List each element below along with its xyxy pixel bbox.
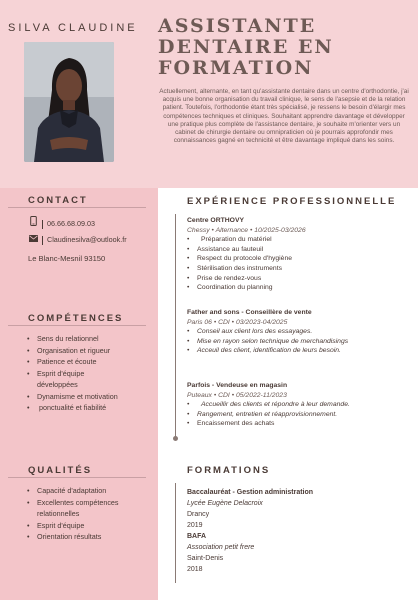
job-task: • Coordination du planning [187, 283, 412, 293]
competence-item-continuation: développées [37, 380, 78, 389]
competence-item: • ponctualité et fiabilité [27, 402, 155, 414]
job-task: • Respect du protocole d'hygiène [187, 254, 412, 264]
job-title-line-2: DENTAIRE EN [158, 36, 334, 58]
formations-timeline-line [175, 483, 176, 583]
competence-item: • Sens du relationnel [27, 333, 155, 345]
job-task: • Encaissement des achats [187, 419, 412, 429]
experience-title: EXPÉRIENCE PROFESSIONNELLE [187, 196, 397, 207]
competence-item: • Patience et écoute [27, 356, 155, 368]
envelope-icon [28, 235, 38, 244]
competence-item: • Organisation et rigueur [27, 345, 155, 357]
competence-item: • Esprit d'équipe [27, 368, 155, 380]
formation-city: Saint-Denis [187, 555, 224, 562]
qualite-item: • Esprit d'équipe [27, 520, 155, 532]
portrait-illustration [24, 42, 114, 162]
job-task: • Prise de rendez-vous [187, 274, 412, 284]
job-task: • Préparation du matériel [187, 235, 412, 245]
qualite-item: • Excellentes compétences [27, 497, 155, 509]
formation-year: 2018 [187, 566, 203, 573]
profile-summary: Actuellement, alternante, en tant qu'assistante dentaire dans un centre d'orthodontie, j'ai acquis une bonne organisation du travail clinique, le sens de l'asepsie et de la relation patient. Toutefois, l'orthodontie étant très spécialisé, je ressens le besoin d'élargir mes compétences techniques et cliniques. Souhaitant apprendre davantage et développer une pratique plus complète de l'assistance dentaire, je souhaite m'orienter vers un cabinet de chirurgie dentaire ou omnipraticien où je pourrais approfondir mes connaissances gagné en technicité et être davantage impliqué dans les soins. [159, 88, 409, 145]
qualite-item: • Orientation résultats [27, 531, 155, 543]
email-address[interactable]: Claudinesilva@outlook.fr [47, 235, 127, 244]
contact-title: CONTACT [28, 195, 88, 206]
job-task: • Acceuil des client, identification de leurs besoin. [187, 346, 412, 356]
job-entry [187, 216, 412, 293]
job-company: Parfois - Vendeuse en magasin [187, 382, 288, 389]
contact-email-row [28, 235, 127, 245]
timeline-end-dot [173, 436, 178, 441]
qualites-divider [8, 477, 146, 478]
formation-school: Lycée Eugène Delacroix [187, 500, 263, 507]
formation-year: 2019 [187, 522, 203, 529]
job-meta: Chessy • Alternance • 10/2025-03/2026 [187, 226, 306, 234]
formation-degree: Baccalauréat - Gestion administration [187, 489, 314, 496]
qualites-title: QUALITÉS [28, 465, 93, 476]
job-entry [187, 308, 412, 356]
qualite-item-continuation: relationnelles [37, 509, 80, 518]
job-meta: Paris 06 • CDI • 03/2023-04/2025 [187, 318, 288, 326]
formation-degree: BAFA [187, 533, 207, 540]
job-task: • Conseil aux client lors des essayages. [187, 327, 412, 337]
email-separator [42, 236, 43, 245]
job-entry [187, 381, 412, 429]
job-task: • Mise en rayon selon technique de merchandisings [187, 337, 412, 347]
formations-title: FORMATIONS [187, 465, 271, 476]
competences-title: COMPÉTENCES [28, 313, 124, 324]
formation-city: Drancy [187, 511, 210, 518]
job-company: Centre ORTHOVY [187, 217, 245, 224]
competence-item: • Dynamisme et motivation [27, 391, 155, 403]
contact-phone-row [28, 216, 95, 229]
candidate-name: SILVA CLAUDINE [8, 22, 138, 34]
job-title-line-3: FORMATION [158, 57, 314, 79]
formation-entry [187, 487, 412, 575]
job-title [158, 16, 408, 79]
contact-city: Le Blanc-Mesnil 93150 [28, 254, 106, 263]
qualites-list [27, 485, 155, 543]
job-task: • Rangement, entretien et réapprovisionnement. [187, 410, 412, 420]
experience-timeline-line [175, 214, 176, 438]
job-task: • Stérilisation des instruments [187, 264, 412, 274]
competences-list [27, 333, 155, 414]
job-title-line-1: ASSISTANTE [158, 15, 317, 37]
phone-number[interactable]: 06.66.68.09.03 [47, 219, 95, 228]
job-company: Father and sons - Conseillère de vente [187, 309, 312, 316]
job-task: • Assistance au fauteuil [187, 245, 412, 255]
profile-photo [24, 42, 114, 162]
job-meta: Puteaux • CDI • 05/2022-11/2023 [187, 391, 287, 399]
job-task: • Accueillir des clients et répondre à leur demande. [187, 400, 412, 410]
competences-divider [8, 325, 146, 326]
phone-separator [42, 220, 43, 229]
qualite-item: • Capacité d'adaptation [27, 485, 155, 497]
contact-divider [8, 207, 146, 208]
formation-school: Association petit frere [187, 544, 255, 551]
phone-icon [28, 216, 38, 228]
